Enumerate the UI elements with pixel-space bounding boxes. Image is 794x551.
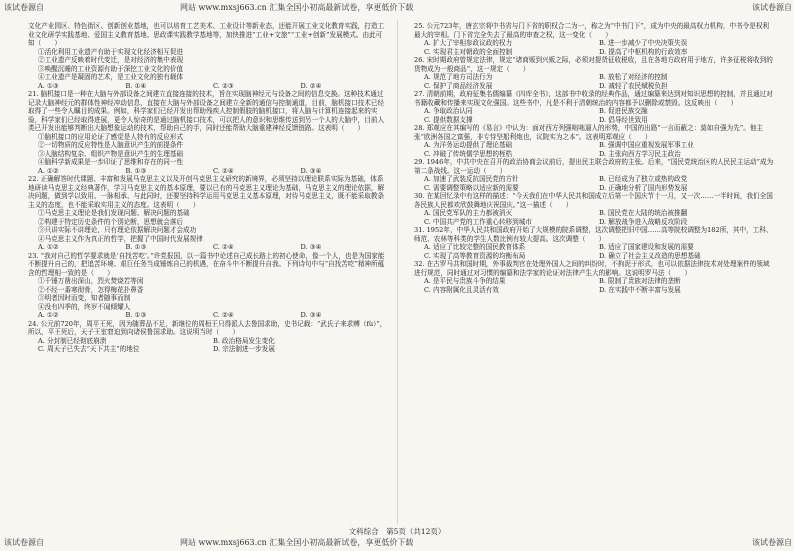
question-31: 31. 1952年，中华人民共和国政府开始了大规模的院系调整，这次调整把旧中国……高等院校调整为182所，其中，工科、师范、农林等科类的学生人数比例有较大提高。这次调整（ ） [414, 226, 773, 243]
option-b: B. 政治格局发生变化 [213, 336, 275, 345]
answer-options [414, 73, 774, 82]
option-a: A. ①② [38, 166, 59, 175]
option-c: C. ②④ [213, 311, 234, 319]
statement-3: ③只讲实际不讲理论，只有理论依据解决问题才会成功 [38, 226, 197, 234]
option-d: D. 主张向西方学习民主政治 [599, 149, 681, 158]
answer-options [414, 82, 774, 91]
answer-options [414, 209, 774, 218]
option-b: B. 已经成为了独立或热的政党 [599, 175, 688, 183]
option-b: B. 放松了对经济的控制 [599, 73, 668, 81]
option-c: C. 冲破了传统儒学思想的桎梏 [424, 149, 513, 158]
option-c: C. 保护了商品经济发展 [424, 81, 493, 90]
watermark-label-right: 该试卷源自 [752, 3, 792, 12]
answer-options [414, 39, 774, 48]
statement-3: ③唤醒沉睡的工业资源有助于深挖工业文化的价值 [38, 64, 184, 73]
statement-2: ②工业遗产反映着时代变迁，是对经济的集中表现 [38, 56, 184, 64]
statement-3: ③明者因时而变，知者随事而制 [38, 294, 131, 302]
statement-4: ④脑科学新成果是一步印证了思维和存在的同一性 [38, 158, 184, 166]
option-c: C. 需要调整策略以适应新的需要 [424, 183, 519, 192]
question-29: 29. 1946年，中共中央在召开的政治协商会议前后，提出民主联合政府的主张。后来，“国民党统治区的人民民主运动”成为第二条战线。这一运动（ ） [414, 158, 774, 175]
option-a: A. 是平民与贵族斗争的结果 [424, 277, 506, 285]
answer-options [414, 243, 774, 252]
page-footer: 文科综合 第5页（共12页） [348, 527, 446, 536]
option-c: C. 实现君主对朝政的全面控制 [424, 47, 513, 56]
statement-2: ②一切物质的反应特性是人脑意识产生的前提条件 [38, 141, 184, 149]
statement-2: ②构建于特定历史条件的个别论断，思想就会落后 [38, 217, 184, 226]
option-d: D. ③④ [300, 243, 322, 251]
option-c: C. ②③ [213, 81, 234, 90]
answer-options [414, 48, 774, 57]
option-a: A. 扩大了宰相参政议政的权力 [424, 39, 513, 47]
answer-options [414, 107, 774, 116]
option-c: C. 提供数据支撑 [424, 115, 473, 124]
option-b: B. ①③ [125, 243, 147, 251]
option-a: A. ①③ [38, 81, 59, 90]
option-a: A. 为洋务运动提供了理论基础 [424, 141, 513, 149]
question-22: 22. 正确解答时代课题、丰富和发展马克思主义以及开创马克思主义研究的新境界，必须坚持以理论联系实际为基础，体系地研读马克思主义经典著作，学习马克思主义的基本原理，要以已有的马克思主义理论为基础，马克思主义的理论依据，解决问题，做到学以致用、一脉相承、与此同时，还要坚持科学运用马克思主义基本原理，对待马克思主义，既不能采取教条主义的态度，也不能采取实用主义的态度。这表明（ ） [28, 175, 385, 209]
option-c: C. 中国共产党的工作重心转移到城市 [424, 217, 532, 226]
answer-options [414, 150, 774, 159]
option-d: D. 提高了中枢机构的行政效率 [599, 47, 688, 56]
statement-4: ④马克思主义作为真正的哲学，把握了中国时代发展规律 [38, 234, 203, 243]
watermark-bottom [0, 535, 794, 551]
watermark-label-left: 该试卷源自 [4, 538, 44, 547]
statement-1: ①脑机接口的应用论证了感觉是人特有的反应形式 [38, 132, 184, 141]
option-d: D. 宗法制进一步发展 [213, 345, 275, 353]
question-32: 32. 在古罗马共和国时期，外事裁判官在处理外国人之间的纠纷时，不拘泥于形式，也可以依据法律技术对处理案件的领域进行规范，同时通过对习惯的编纂和法学家的论证对法律产生大的影响。这说明罗马法（ ） [414, 260, 770, 277]
question-25: 25. 公元723年，唐玄宗将中书省与门下省的职权合二为一，称之为“中书门下”，成为中央的最高权力机构，中书令是权利最大的宰相。门下省完全失去了最高的审查之权，这一变化（ ） [414, 22, 770, 39]
option-d: D. ③④ [300, 166, 322, 175]
answer-options [28, 243, 388, 252]
option-c: C. ②④ [213, 243, 234, 251]
option-c: C. ②④ [213, 166, 234, 175]
option-c: C. 周天子已失去“天下共主”的地位 [38, 345, 140, 353]
option-c: C. 实现了高等教育资源的均衡布局 [424, 251, 526, 260]
answer-options [414, 116, 774, 125]
answer-options [414, 277, 774, 286]
statement-1: ①马克思主义理论是我们发现问题、解决问题的基础 [38, 209, 190, 217]
question-27: 27. 清朝前期，政府征集名儒编纂《四库全书》，这部书中收录的经典作品，通过编纂来达到对知识思想的控制，并且通过对书籍收藏和传播来实现文化强国。这些书中，凡是不利于清朝统治的内容都予以删除或禁毁。这反映出（ ） [414, 90, 773, 107]
passage-text: 文化产业园区、特色街区、创新创业基地，也可以培育工艺美术、工业设计等新业态，还能开展工业文化教育实践，打造工业文化研学实践基地、爱国主义教育基地、思政课实践教学基地等，加快推进“工业+文旅”“工业+创新”发展模式。由此可知（ ） [28, 22, 385, 47]
watermark-label-mid: 网站 www.mxsj663.cn 汇集全国小初高最新试卷，享更低价下载 [180, 538, 414, 547]
option-b: B. ①③ [125, 166, 147, 175]
question-24: 24. 公元前720年，周平王死，因为随葬品不足，新继位的周桓王只得派人去鲁国求助，史书记载：“武氏子来求赙（fù）”，所以，平王死后，天子王室窘迫到向诸侯鲁国求助。这说明当时（ ） [28, 319, 387, 336]
option-a: A. 规范了地方司法行为 [424, 73, 493, 81]
answer-options [28, 311, 388, 320]
option-d: D. 解放战争进入战略反攻阶段 [599, 217, 688, 226]
answer-options [28, 337, 388, 346]
option-d: D. ②④ [300, 81, 322, 90]
column-divider [397, 20, 398, 525]
option-d: D. 正确地分析了国内形势发展 [599, 183, 688, 192]
option-d: D. 在实践中不断丰富与发展 [599, 285, 681, 294]
question-23: 23. “我对自己的哲学要求就是‘自找苦吃’。”许党报国，以一篇书中论述自己成长路上的初心使命，像一个人，也是为国家能不断提升自己的，把追苦环境、艰巨任务当成锤炼自己的机遇，在奋斗中不断提升自我。下列诗句中与“自找苦吃”精神所蕴含的哲理相一致的是（ ） [28, 251, 385, 277]
watermark-label-mid: 网站 www.mxsj663.cn 汇集全国小初高最新试卷，享更低价下载 [180, 3, 414, 12]
option-b: B. ①④ [125, 81, 147, 90]
option-a: A. ①② [38, 311, 59, 319]
option-b: B. 促进民族交融 [599, 107, 648, 115]
option-d: D. ③④ [300, 311, 322, 319]
statement-1: ①千锤万凿出深山，烈火焚烧若等闲 [38, 277, 144, 285]
statement-1: ①活化利用工业遗产有助于实现文化经济相互促进 [38, 47, 184, 56]
statement-3: ③人脑结构复杂、组织产物是意识产生的生理基础 [38, 149, 184, 158]
option-a: A. 分封制已经彻底崩溃 [38, 336, 107, 345]
option-b: B. 强调中国应重视发展军事工业 [599, 141, 694, 149]
answer-options [414, 252, 774, 261]
statement-2: ②不经一番寒彻骨，怎得梅花扑鼻香 [38, 285, 144, 294]
option-b: B. 限制了贵族对法律的垄断 [599, 277, 681, 285]
answer-options [414, 286, 774, 295]
option-a: A. 适应了比较完整的国民教育体系 [424, 243, 526, 251]
question-21: 21. 脑机接口是一种在大脑与外部设备之间建立直接连接的技术，旨在实现脑神经元与设备之间的信息交换。这种技术通过记录大脑神经元的群体性神经冲动信息，直接在大脑与外部设备之间建立全新的通信与控制通道，目前，脑机接口技术已经取得了一些令人瞩目的成果。例如，科学家们已经开发出帮助残疾人控制假肢的脑机接口，将人脑与计算机连接起来的实验，科学家们已经取得进展，更令人惊奇的是通过脑机接口技术，可以把人的意识和思维传送到另一个人的大脑中，目前人类已开发出能够判断出大脑想象运动的技术，帮助自己的手，同时还能帮助大脑重建神经反馈链路。这表明（ ） [28, 90, 385, 132]
answer-options [28, 82, 388, 91]
question-30: 30. 在某回忆录中有这样的描述：“今天我们在中华人民共和国成立后第一个国庆节十一月，又一次……一半时间，我们全国各民族人民都欢欣鼓舞地庆祝国庆。”这一描述（ ） [414, 192, 773, 209]
answer-options [414, 141, 774, 150]
option-d: D. 倡导经世致用 [599, 115, 648, 124]
option-a: A. 加速了武装反抗国民党的方针 [424, 175, 519, 183]
option-b: B. 适应了国家建设和发展的需要 [599, 243, 694, 251]
watermark-top [0, 0, 794, 16]
answer-options [414, 184, 774, 193]
question-28: 28. 郑观应在其编写的《易言》中认为：面对西方列强咄咄逼人的形势，中国的出路“一言而蔽之：莫如自强为先”。他主张“欧洲各国之富强，非专恃坚船利炮也，议院实为之本”。这表明郑观应（ ） [414, 124, 764, 141]
watermark-label-left: 该试卷源自 [4, 3, 44, 12]
option-d: D. 确立了社会主义改造的思想基础 [599, 251, 701, 260]
statement-4: ④没有四季的，终岁不闻倾耀人 [38, 302, 131, 311]
option-d: D. 减轻了农民赋税负担 [599, 81, 668, 90]
statement-4: ④工业遗产是凝固的艺术，是工业文化的独有载体 [38, 73, 184, 81]
question-26: 26. 宋时期政府曾规定法律，规定“诸商贩到兴贩之际，必须对提货征收税收，且在各地方政府用于地方，许多征税将收到的货物成为一般商品”，这一规定（ ） [414, 56, 773, 73]
option-a: A. 争取政治认同 [424, 107, 473, 115]
answer-options [414, 175, 774, 184]
option-b: B. ①③ [125, 311, 147, 319]
option-b: B. 进一步减少了中央决策失误 [599, 39, 688, 47]
answer-options [28, 167, 388, 176]
left-column [28, 22, 388, 527]
answer-options [414, 218, 774, 227]
right-column [414, 22, 774, 527]
option-a: A. ①② [38, 243, 59, 251]
watermark-label-right: 该试卷源自 [752, 538, 792, 547]
option-c: C. 内容附属化且灵活有效 [424, 285, 499, 294]
option-b: B. 国民党在大陆的统治被推翻 [599, 209, 688, 217]
answer-options [28, 345, 388, 354]
option-a: A. 国民党军队的主力都被消灭 [424, 209, 513, 217]
